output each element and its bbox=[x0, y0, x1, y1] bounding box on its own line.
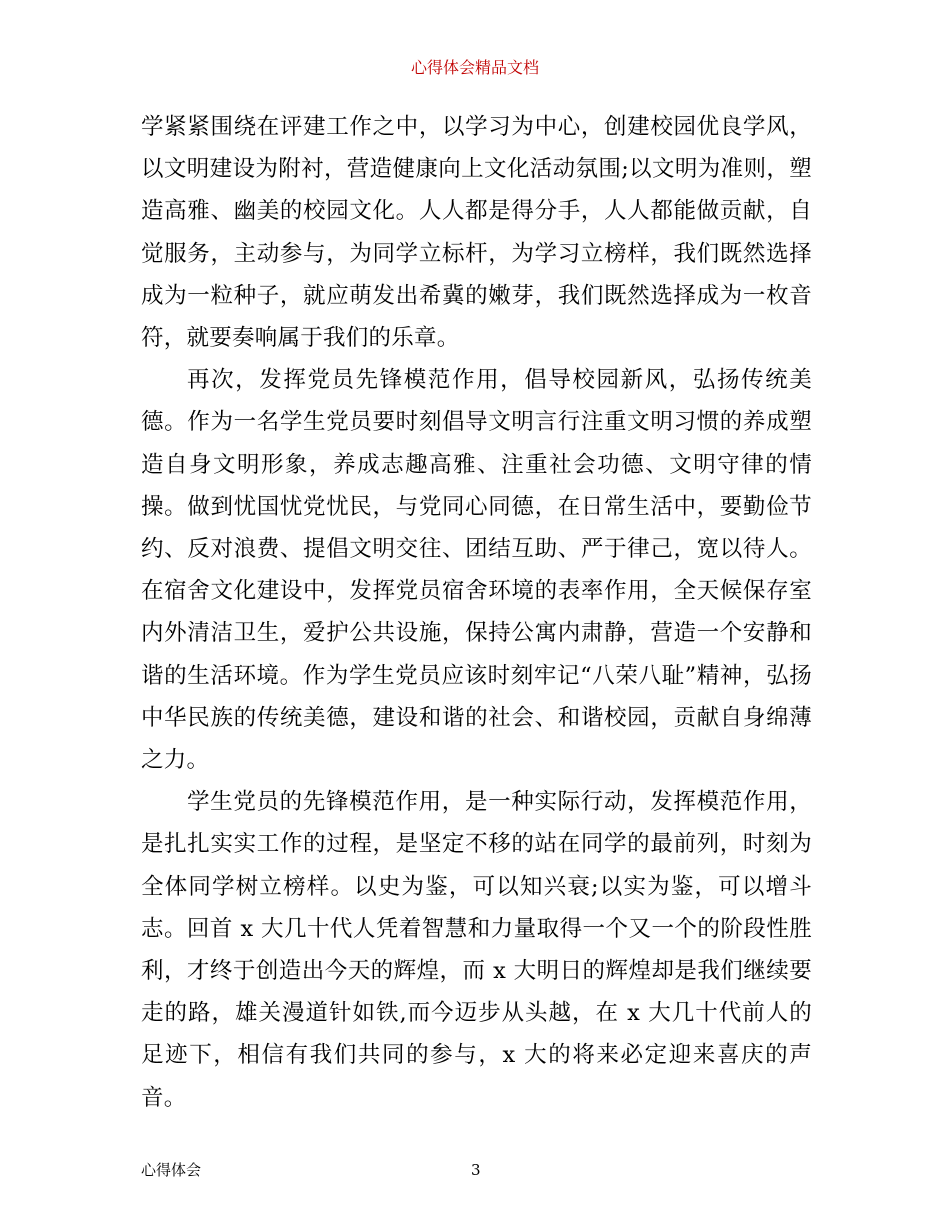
paragraph-2: 再次，发挥党员先锋模范作用，倡导校园新风，弘扬传统美德。作为一名学生党员要时刻倡导文明言行注重文明习惯的养成塑造自身文明形象，养成志趣高雅、注重社会功德、文明守律的情操。做到忧国忧党忧民，与党同心同德，在日常生活中，要勤俭节约、反对浪费、提倡文明交往、团结互助、严于律己，宽以待人。在宿舍文化建设中，发挥党员宿舍环境的表率作用，全天候保存室内外清洁卫生，爱护公共设施，保持公寓内肃静，营造一个安静和谐的生活环境。作为学生党员应该时刻牢记“八荣八耻”精神，弘扬中华民族的传统美德，建设和谐的社会、和谐校园，贡献自身绵薄之力。 bbox=[141, 367, 812, 774]
footer-label: 心得体会 bbox=[141, 1161, 202, 1179]
document-body bbox=[141, 106, 812, 1119]
document-header-title: 心得体会精品文档 bbox=[410, 58, 539, 77]
document-footer bbox=[141, 1158, 812, 1182]
paragraph-3: 学生党员的先锋模范作用，是一种实际行动，发挥模范作用，是扎扎实实工作的过程，是坚定不移的站在同学的最前列，时刻为全体同学树立榜样。以史为鉴，可以知兴衰;以实为鉴，可以增斗志。回首 x 大几十代人凭着智慧和力量取得一个又一个的阶段性胜利，才终于创造出今天的辉煌，而 x 大明日的辉煌却是我们继续要走的路，雄关漫道针如铁,而今迈步从头越，在 x 大几十代前人的足迹下，相信有我们共同的参与，x 大的将来必定迎来喜庆的声音。 bbox=[141, 789, 812, 1111]
page-number: 3 bbox=[471, 1161, 481, 1179]
paragraph-1: 学紧紧围绕在评建工作之中，以学习为中心，创建校园优良学风，以文明建设为附衬，营造健康向上文化活动氛围;以文明为准则，塑造高雅、幽美的校园文化。人人都是得分手，人人都能做贡献，自觉服务，主动参与，为同学立标杆，为学习立榜样，我们既然选择成为一粒种子，就应萌发出希冀的嫩芽，我们既然选择成为一枚音符，就要奏响属于我们的乐章。 bbox=[141, 114, 812, 352]
